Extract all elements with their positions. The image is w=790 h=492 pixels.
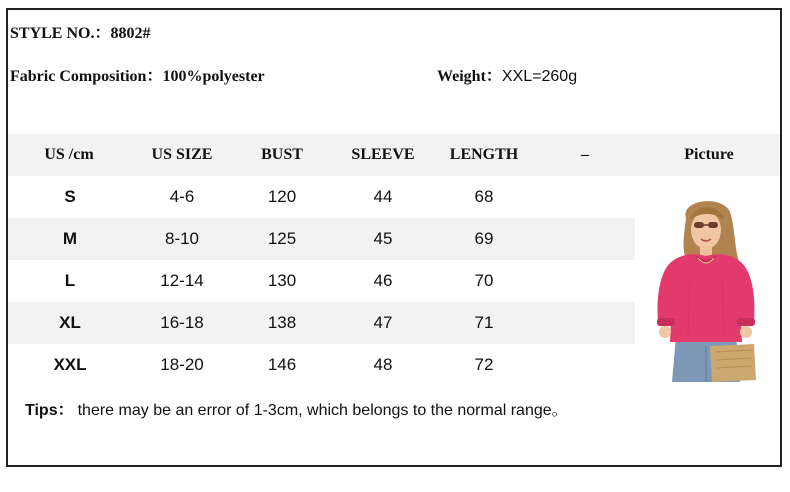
cell-sleeve: 44 bbox=[373, 187, 393, 206]
tips-text: there may be an error of 1-3cm, which belongs to the normal range。 bbox=[77, 402, 568, 419]
fabric-value: 100%polyester bbox=[162, 68, 265, 85]
style-number bbox=[10, 20, 150, 43]
cell-length: 68 bbox=[474, 187, 494, 206]
fabric-composition bbox=[10, 63, 265, 86]
style-number-label: STYLE NO.： bbox=[10, 25, 111, 42]
tips-note bbox=[25, 397, 568, 420]
cell-sleeve: 48 bbox=[373, 355, 393, 374]
weight bbox=[437, 63, 577, 86]
header-length: LENGTH bbox=[449, 146, 519, 163]
cell-us-size: 12-14 bbox=[160, 271, 204, 290]
cell-us-cm: S bbox=[64, 187, 76, 206]
cell-length: 72 bbox=[474, 355, 494, 374]
weight-label: Weight： bbox=[437, 68, 502, 85]
product-photo bbox=[650, 196, 762, 382]
cell-sleeve: 47 bbox=[373, 313, 393, 332]
cell-length: 70 bbox=[474, 271, 494, 290]
weight-value: XXL=260g bbox=[501, 68, 578, 85]
fabric-label: Fabric Composition： bbox=[10, 68, 163, 85]
cell-sleeve: 45 bbox=[373, 229, 393, 248]
cell-us-cm: M bbox=[62, 229, 78, 248]
header-sleeve: SLEEVE bbox=[351, 146, 415, 163]
cell-us-size: 8-10 bbox=[164, 229, 200, 248]
cell-bust: 138 bbox=[267, 313, 297, 332]
cell-bust: 120 bbox=[267, 187, 297, 206]
header-dash: – bbox=[581, 146, 589, 163]
header-us-cm: US /cm bbox=[44, 146, 94, 163]
cell-us-cm: XXL bbox=[53, 355, 87, 374]
tips-label: Tips： bbox=[25, 402, 74, 419]
cell-bust: 130 bbox=[267, 271, 297, 290]
cell-bust: 125 bbox=[267, 229, 297, 248]
cell-us-size: 16-18 bbox=[160, 313, 204, 332]
style-number-value: 8802# bbox=[110, 25, 151, 42]
cell-us-size: 18-20 bbox=[160, 355, 204, 374]
cell-length: 69 bbox=[474, 229, 494, 248]
header-us-size: US SIZE bbox=[151, 146, 213, 163]
cell-us-cm: XL bbox=[59, 313, 81, 332]
cell-sleeve: 46 bbox=[373, 271, 393, 290]
header-bust: BUST bbox=[261, 146, 303, 163]
cell-length: 71 bbox=[474, 313, 494, 332]
cell-us-size: 4-6 bbox=[169, 187, 195, 206]
cell-bust: 146 bbox=[267, 355, 297, 374]
header-picture: Picture bbox=[684, 146, 734, 163]
cell-us-cm: L bbox=[64, 271, 76, 290]
